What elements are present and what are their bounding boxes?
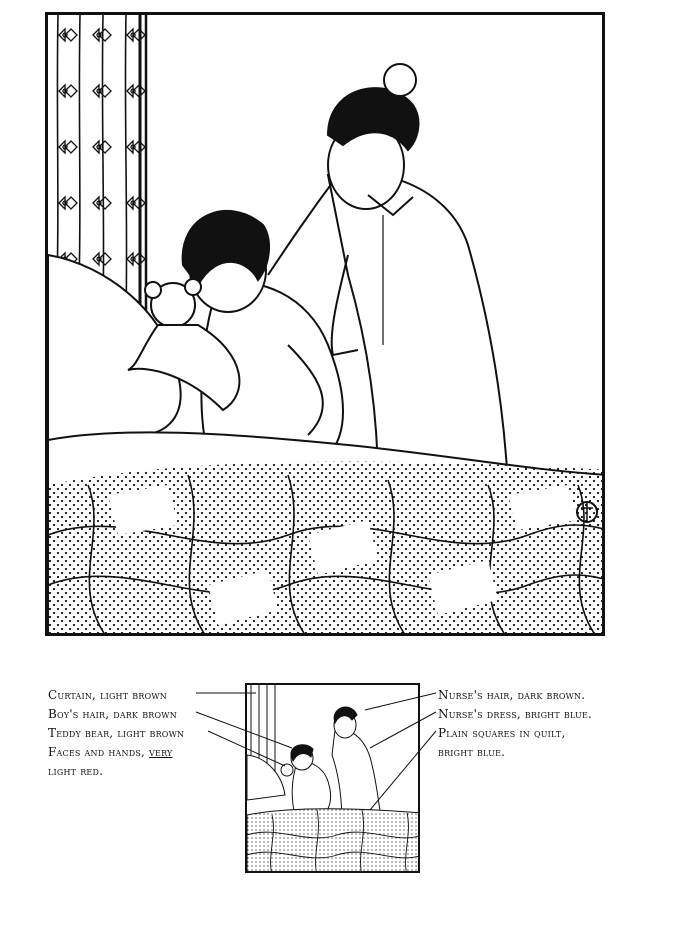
legend-faces-hands [48, 743, 184, 762]
legend-faces-hands-color: light red. [48, 764, 104, 778]
legend-faces-hands-text: Faces and hands, [48, 745, 150, 759]
legend-quilt-squares: Plain squares in quilt, [438, 726, 566, 740]
legend-nurses-dress: Nurse's dress, bright blue. [438, 707, 593, 721]
legend-left [48, 686, 184, 781]
legend-teddy-bear: Teddy bear, light brown [48, 726, 185, 740]
legend-quilt-color: bright blue. [438, 745, 506, 759]
legend-boys-hair: Boy's hair, dark brown [48, 707, 177, 721]
legend-faces-hands-emphasis: very [149, 745, 173, 759]
legend-right [438, 686, 592, 762]
legend-nurses-hair: Nurse's hair, dark brown. [438, 688, 586, 702]
legend-curtain: Curtain, light brown [48, 688, 167, 702]
